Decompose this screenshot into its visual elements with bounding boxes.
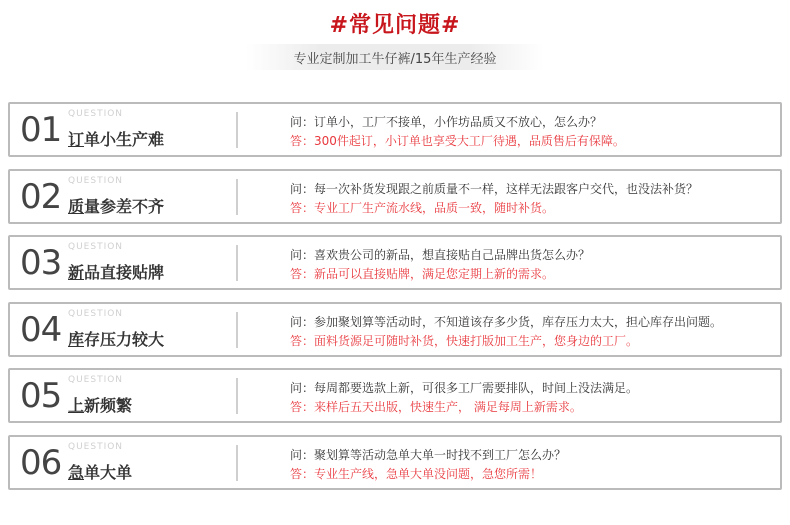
faq-answer: 答：专业工厂生产流水线，品质一致，随时补货。 bbox=[290, 200, 555, 215]
faq-answer: 答：新品可以直接贴牌，满足您定期上新的需求。 bbox=[290, 267, 555, 281]
faq-divider bbox=[236, 312, 238, 348]
faq-card bbox=[8, 302, 782, 357]
faq-card bbox=[8, 368, 782, 423]
faq-divider bbox=[236, 245, 238, 281]
faq-topic: 新品直接贴牌 bbox=[68, 263, 165, 282]
faq-list bbox=[8, 102, 782, 501]
question-label: QUESTION bbox=[68, 175, 124, 186]
question-label: QUESTION bbox=[68, 109, 124, 119]
page-subtitle: 专业定制加工牛仔裤/15年生产经验 bbox=[293, 52, 497, 67]
faq-divider bbox=[236, 378, 238, 414]
faq-question: 问：参加聚划算等活动时，不知道该存多少货，库存压力太大，担心库存出问题。 bbox=[290, 314, 723, 329]
faq-number: 02 bbox=[20, 176, 62, 217]
faq-topic: 库存压力较大 bbox=[68, 329, 165, 349]
faq-question: 问：每一次补货发现跟之前质量不一样，这样无法跟客户交代，也没法补货？ bbox=[290, 181, 699, 196]
page-header bbox=[0, 0, 790, 84]
faq-card bbox=[8, 102, 782, 157]
faq-card bbox=[8, 435, 782, 490]
faq-question: 问：喜欢贵公司的新品，想直接贴自己品牌出货怎么办？ bbox=[290, 248, 591, 262]
question-label: QUESTION bbox=[68, 441, 124, 452]
question-label: QUESTION bbox=[68, 375, 124, 385]
faq-topic: 订单小生产难 bbox=[68, 130, 165, 149]
faq-answer: 答：来样后五天出版，快速生产， 满足每周上新需求。 bbox=[290, 400, 582, 414]
question-label: QUESTION bbox=[68, 308, 124, 319]
question-label: QUESTION bbox=[68, 242, 124, 252]
faq-number: 05 bbox=[20, 376, 62, 416]
faq-answer: 答：面料货源足可随时补货，快速打版加工生产，您身边的工厂。 bbox=[290, 333, 639, 348]
faq-topic: 质量参差不齐 bbox=[68, 196, 165, 216]
faq-divider bbox=[236, 179, 238, 215]
faq-question: 问：聚划算等活动急单大单一时找不到工厂怎么办？ bbox=[290, 447, 567, 462]
faq-number: 04 bbox=[20, 309, 62, 350]
faq-answer: 答：300件起订，小订单也享受大工厂待遇，品质售后有保障。 bbox=[290, 134, 625, 148]
faq-card bbox=[8, 235, 782, 290]
faq-number: 01 bbox=[20, 110, 62, 150]
faq-answer: 答：专业生产线，急单大单没问题，急您所需！ bbox=[290, 466, 543, 481]
faq-card bbox=[8, 169, 782, 224]
page-title: #常见问题# bbox=[329, 13, 461, 38]
faq-topic: 上新频繁 bbox=[68, 396, 133, 415]
faq-divider bbox=[236, 112, 238, 148]
faq-question: 问：订单小，工厂不接单，小作坊品质又不放心，怎么办？ bbox=[290, 115, 603, 129]
faq-divider bbox=[236, 445, 238, 481]
faq-question: 问：每周都要选款上新，可很多工厂需要排队，时间上没法满足。 bbox=[290, 381, 639, 395]
faq-topic: 急单大单 bbox=[68, 462, 133, 482]
faq-number: 06 bbox=[20, 442, 62, 483]
faq-number: 03 bbox=[20, 243, 62, 283]
